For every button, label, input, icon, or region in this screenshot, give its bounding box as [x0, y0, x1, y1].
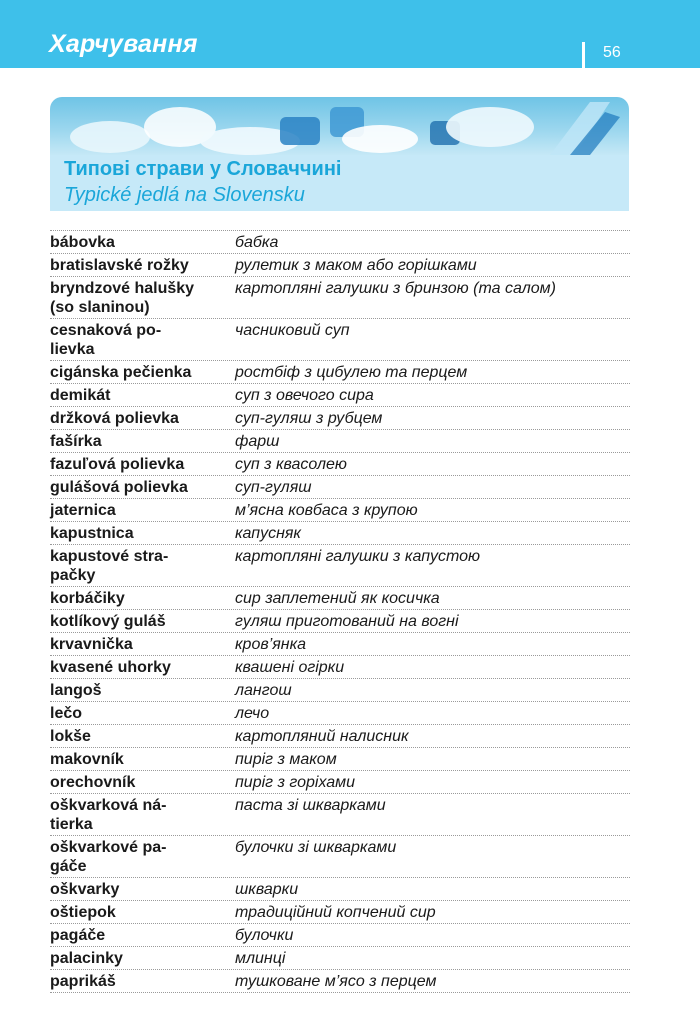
- section-title: Харчування: [49, 30, 198, 58]
- vocab-row: [50, 230, 630, 253]
- vocab-row: [50, 360, 630, 383]
- slovak-term: lokše: [50, 728, 91, 745]
- slovak-term: fašírka: [50, 433, 102, 450]
- vocab-row: [50, 318, 630, 360]
- vocab-row: [50, 793, 630, 835]
- slovak-term: makovník: [50, 751, 124, 768]
- vocab-row: [50, 586, 630, 609]
- slovak-term: kapustové stra- pačky: [50, 548, 169, 584]
- ukrainian-translation: пиріг з горіхами: [235, 774, 356, 791]
- slovak-term: bratislavské rožky: [50, 257, 189, 274]
- ukrainian-translation: ростбіф з цибулею та перцем: [235, 364, 468, 381]
- slovak-term: oštiepok: [50, 904, 116, 921]
- ukrainian-translation: шкварки: [235, 881, 299, 898]
- ukrainian-translation: рулетик з маком або горішками: [235, 257, 477, 274]
- heading-ukrainian: Типові страви у Словаччині: [64, 158, 342, 180]
- slovak-term: pagáče: [50, 927, 106, 944]
- ukrainian-translation: кров’янка: [235, 636, 307, 653]
- vocab-row: [50, 544, 630, 586]
- ukrainian-translation: пиріг з маком: [235, 751, 337, 768]
- slovak-term: krvavnička: [50, 636, 133, 653]
- ukrainian-translation: м’ясна ковбаса з крупою: [235, 502, 418, 519]
- ukrainian-translation: суп-гуляш з рубцем: [235, 410, 383, 427]
- slovak-term: jaternica: [50, 502, 116, 519]
- vocab-row: [50, 747, 630, 770]
- slovak-term: paprikáš: [50, 973, 116, 990]
- vocab-row: [50, 632, 630, 655]
- ukrainian-translation: суп-гуляш: [235, 479, 312, 496]
- ukrainian-translation: суп з квасолею: [235, 456, 347, 473]
- slovak-term: bryndzové halušky (so slaninou): [50, 280, 195, 316]
- slovak-term: korbáčiky: [50, 590, 125, 607]
- slovak-term: cigánska pečienka: [50, 364, 192, 381]
- vocab-row: [50, 406, 630, 429]
- vocab-row: [50, 877, 630, 900]
- ukrainian-translation: бабка: [235, 234, 279, 251]
- slovak-term: kapustnica: [50, 525, 134, 542]
- ukrainian-translation: тушковане м’ясо з перцем: [235, 973, 437, 990]
- slovak-term: gulášová polievka: [50, 479, 188, 496]
- ukrainian-translation: булочки зі шкварками: [235, 839, 397, 856]
- ukrainian-translation: капусняк: [235, 525, 301, 542]
- vocab-row: [50, 923, 630, 946]
- ukrainian-translation: часниковий суп: [235, 322, 350, 339]
- vocab-row: [50, 429, 630, 452]
- vocab-row: [50, 678, 630, 701]
- slovak-term: orechovník: [50, 774, 136, 791]
- section-header-bar: [0, 0, 700, 68]
- vocab-row: [50, 835, 630, 877]
- vocab-row: [50, 276, 630, 318]
- vocab-row: [50, 701, 630, 724]
- ukrainian-translation: картопляні галушки з бринзою (та салом): [235, 280, 556, 297]
- slovak-term: oškvarky: [50, 881, 120, 898]
- slovak-term: kvasené uhorky: [50, 659, 171, 676]
- slovak-term: oškvarková ná- tierka: [50, 797, 167, 833]
- ukrainian-translation: булочки: [235, 927, 294, 944]
- vocab-row: [50, 770, 630, 793]
- slovak-term: langoš: [50, 682, 102, 699]
- ukrainian-translation: суп з овечого сира: [235, 387, 374, 404]
- ukrainian-translation: лечо: [235, 705, 270, 722]
- slovak-term: palacinky: [50, 950, 123, 967]
- vocab-row: [50, 724, 630, 747]
- ukrainian-translation: млинці: [235, 950, 286, 967]
- vocab-row: [50, 946, 630, 969]
- ukrainian-translation: квашені огірки: [235, 659, 345, 676]
- slovak-term: oškvarkové pa- gáče: [50, 839, 167, 875]
- vocab-row: [50, 253, 630, 276]
- ukrainian-translation: лангош: [235, 682, 292, 699]
- vocabulary-list: [50, 230, 630, 993]
- ukrainian-translation: гуляш приготований на вогні: [235, 613, 459, 630]
- ice-cubes-photo-illustration: [50, 97, 629, 155]
- slovak-term: kotlíkový guláš: [50, 613, 166, 630]
- vocab-row: [50, 475, 630, 498]
- food-photo: [50, 97, 629, 155]
- vocab-row: [50, 609, 630, 632]
- ukrainian-translation: картопляний налисник: [235, 728, 409, 745]
- ukrainian-translation: традиційний копчений сир: [235, 904, 436, 921]
- ukrainian-translation: фарш: [235, 433, 280, 450]
- vocab-row: [50, 900, 630, 923]
- slovak-term: cesnaková po- lievka: [50, 322, 162, 358]
- vocab-row: [50, 655, 630, 678]
- ukrainian-translation: сир заплетений як косичка: [235, 590, 440, 607]
- page-number: 56: [603, 44, 621, 61]
- vocab-row: [50, 969, 630, 993]
- vocab-row: [50, 498, 630, 521]
- slovak-term: demikát: [50, 387, 111, 404]
- slovak-term: fazuľová polievka: [50, 456, 185, 473]
- header-divider: [582, 42, 585, 69]
- slovak-term: bábovka: [50, 234, 115, 251]
- ukrainian-translation: картопляні галушки з капустою: [235, 548, 481, 565]
- vocab-row: [50, 383, 630, 406]
- slovak-term: lečo: [50, 705, 83, 722]
- vocab-row: [50, 521, 630, 544]
- ukrainian-translation: паста зі шкварками: [235, 797, 386, 814]
- heading-slovak: Typické jedlá na Slovensku: [64, 184, 305, 206]
- slovak-term: držková polievka: [50, 410, 179, 427]
- topic-banner: [50, 97, 629, 211]
- vocab-row: [50, 452, 630, 475]
